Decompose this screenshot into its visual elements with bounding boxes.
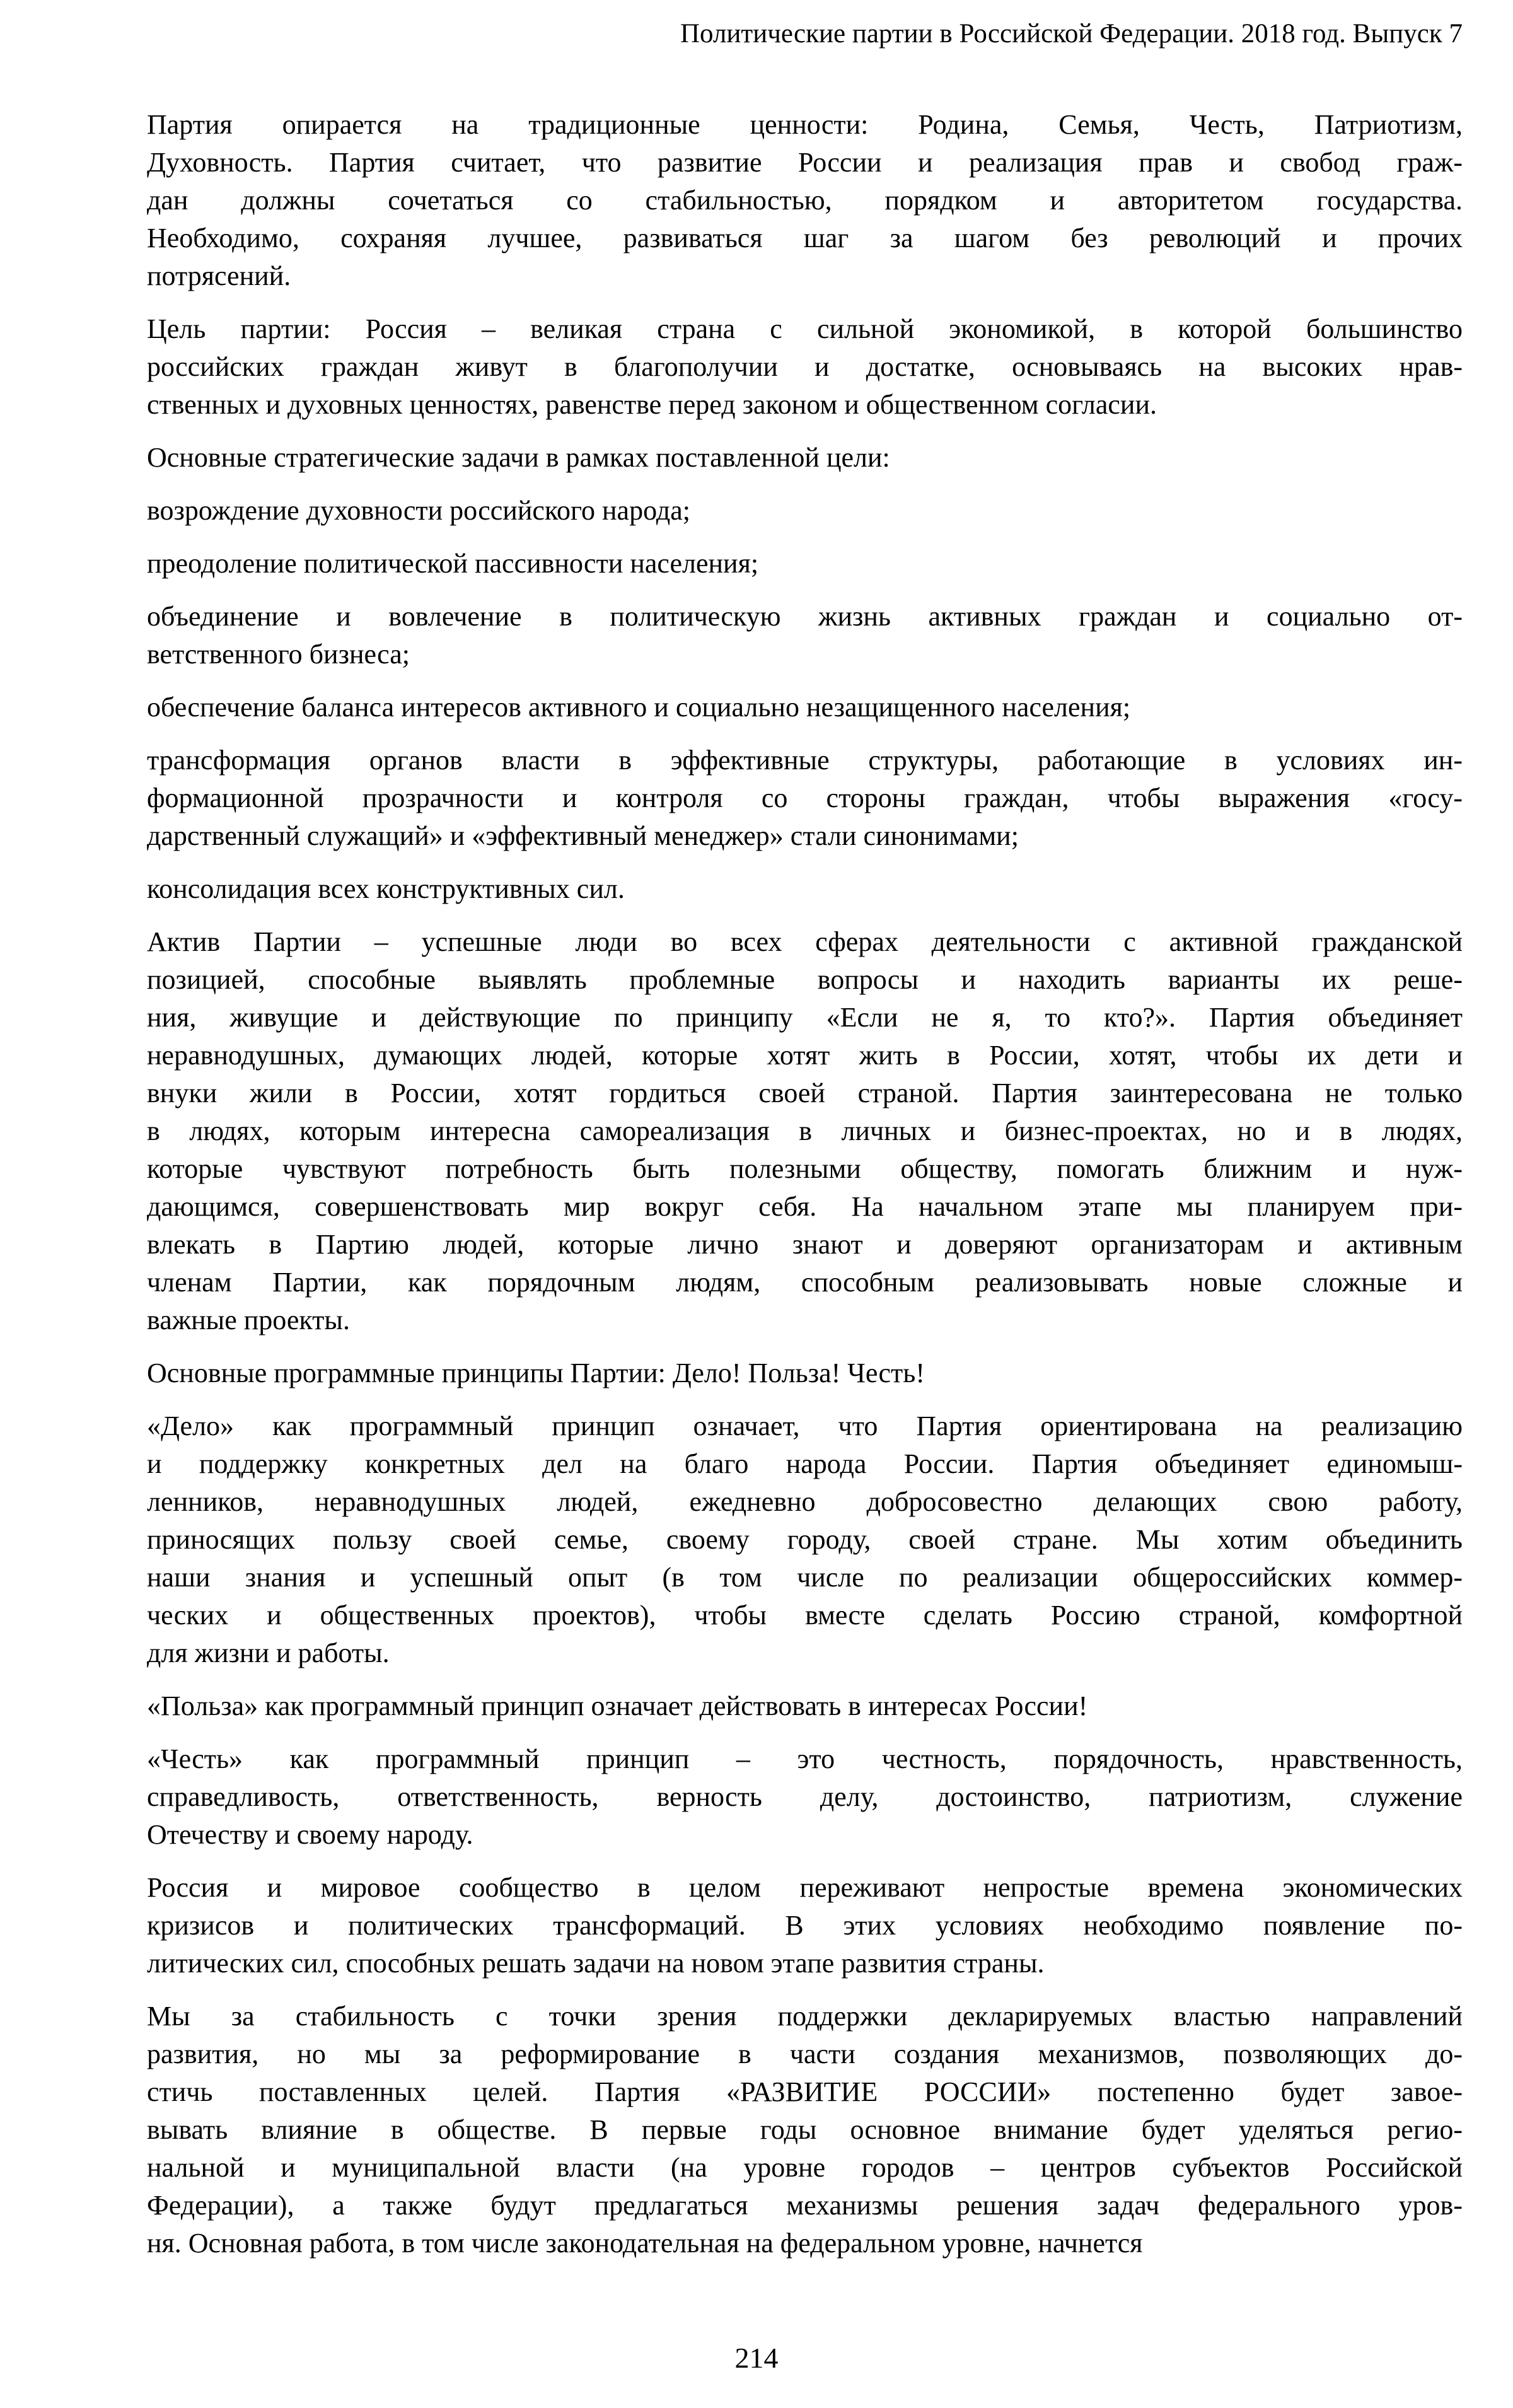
text-line: ческих и общественных проектов), чтобы вместе сделать Россию страной, комфортной	[147, 1600, 1463, 1631]
paragraph	[147, 870, 1463, 908]
paragraph	[147, 1407, 1463, 1672]
text-line: Федерации), а также будут предлагаться механизмы решения задач федерального уров-	[147, 2190, 1463, 2221]
paragraph	[147, 1869, 1463, 1982]
text-line: российских граждан живут в благополучии и достатке, основываясь на высоких нрав-	[147, 351, 1463, 382]
text-line: Отечеству и своему народу.	[147, 1819, 473, 1850]
paragraph	[147, 1687, 1463, 1725]
text-line: ственных и духовных ценностях, равенстве перед законом и общественном согласии.	[147, 389, 1157, 420]
text-line: формационной прозрачности и контроля со стороны граждан, чтобы выражения «госу-	[147, 782, 1463, 813]
text-line: Мы за стабильность с точки зрения поддержки декларируемых властью направлений	[147, 2001, 1463, 2032]
text-line: приносящих пользу своей семье, своему городу, своей стране. Мы хотим объединить	[147, 1524, 1463, 1555]
paragraph	[147, 1740, 1463, 1854]
text-line: стичь поставленных целей. Партия «РАЗВИТИЕ РОССИИ» постепенно будет завое-	[147, 2076, 1463, 2107]
text-line: и поддержку конкретных дел на благо народа России. Партия объединяет единомыш-	[147, 1448, 1463, 1479]
text-line: дан должны сочетаться со стабильностью, порядком и авторитетом государства.	[147, 185, 1463, 216]
text-line: преодоление политической пассивности населения;	[147, 548, 759, 579]
text-line: Необходимо, сохраняя лучшее, развиваться шаг за шагом без революций и прочих	[147, 223, 1463, 253]
text-line: дарственный служащий» и «эффективный менеджер» стали синонимами;	[147, 820, 1019, 851]
text-line: важные проекты.	[147, 1305, 350, 1335]
text-line: нальной и муниципальной власти (на уровне городов – центров субъектов Российской	[147, 2152, 1463, 2183]
paragraph	[147, 742, 1463, 855]
text-line: Актив Партии – успешные люди во всех сферах деятельности с активной гражданской	[147, 926, 1463, 957]
text-line: объединение и вовлечение в политическую жизнь активных граждан и социально от-	[147, 601, 1463, 632]
paragraph	[147, 106, 1463, 295]
text-line: в людях, которым интересна самореализация в личных и бизнес-проектах, но и в людях,	[147, 1115, 1463, 1146]
text-line: вывать влияние в обществе. В первые годы основное внимание будет уделяться регио-	[147, 2114, 1463, 2145]
text-line: неравнодушных, думающих людей, которые хотят жить в России, хотят, чтобы их дети и	[147, 1040, 1463, 1071]
text-line: «Польза» как программный принцип означает действовать в интересах России!	[147, 1690, 1088, 1721]
text-line: для жизни и работы.	[147, 1637, 390, 1668]
text-line: Россия и мировое сообщество в целом переживают непростые времена экономических	[147, 1872, 1463, 1903]
paragraph	[147, 598, 1463, 673]
text-line: ня. Основная работа, в том числе законодательная на федеральном уровне, начнется	[147, 2228, 1143, 2259]
paragraph	[147, 1998, 1463, 2262]
text-line: консолидация всех конструктивных сил.	[147, 873, 625, 904]
paragraph	[147, 1354, 1463, 1392]
paragraph	[147, 689, 1463, 726]
paragraph	[147, 492, 1463, 530]
text-line: развития, но мы за реформирование в части создания механизмов, позволяющих до-	[147, 2039, 1463, 2069]
text-line: дающимся, совершенствовать мир вокруг себя. На начальном этапе мы планируем при-	[147, 1191, 1463, 1222]
text-line: позицией, способные выявлять проблемные вопросы и находить варианты их реше-	[147, 964, 1463, 995]
text-line: «Дело» как программный принцип означает, что Партия ориентирована на реализацию	[147, 1410, 1463, 1441]
text-line: литических сил, способных решать задачи на новом этапе развития страны.	[147, 1948, 1045, 1979]
text-line: Основные программные принципы Партии: Дело! Польза! Честь!	[147, 1358, 925, 1388]
text-line: «Честь» как программный принцип – это честность, порядочность, нравственность,	[147, 1743, 1463, 1774]
text-line: ветственного бизнеса;	[147, 639, 410, 670]
paragraph	[147, 545, 1463, 583]
text-line: трансформация органов власти в эффективные структуры, работающие в условиях ин-	[147, 745, 1463, 776]
text-line: Цель партии: Россия – великая страна с сильной экономикой, в которой большинство	[147, 313, 1463, 344]
text-line: справедливость, ответственность, верность делу, достоинство, патриотизм, служение	[147, 1781, 1463, 1812]
text-line: ния, живущие и действующие по принципу «Если не я, то кто?». Партия объединяет	[147, 1002, 1463, 1033]
text-line: обеспечение баланса интересов активного и социально незащищенного населения;	[147, 692, 1131, 723]
text-line: потрясений.	[147, 260, 291, 291]
running-header: Политические партии в Российской Федерации. 2018 год. Выпуск 7	[680, 19, 1463, 49]
page-number: 214	[734, 2342, 779, 2374]
text-line: Духовность. Партия считает, что развитие России и реализация прав и свобод граж-	[147, 147, 1463, 178]
text-line: ленников, неравнодушных людей, ежедневно добросовестно делающих свою работу,	[147, 1486, 1463, 1517]
text-line: внуки жили в России, хотят гордиться своей страной. Партия заинтересована не только	[147, 1078, 1463, 1108]
paragraph	[147, 439, 1463, 477]
text-line: членам Партии, как порядочным людям, способным реализовывать новые сложные и	[147, 1267, 1463, 1298]
text-line: которые чувствуют потребность быть полезными обществу, помогать ближним и нуж-	[147, 1153, 1463, 1184]
text-line: возрождение духовности российского народа;	[147, 495, 690, 526]
paragraph	[147, 923, 1463, 1339]
paragraph	[147, 310, 1463, 424]
text-line: Партия опирается на традиционные ценности: Родина, Семья, Честь, Патриотизм,	[147, 109, 1463, 140]
text-line: Основные стратегические задачи в рамках поставленной цели:	[147, 442, 890, 473]
text-line: влекать в Партию людей, которые лично знают и доверяют организаторам и активным	[147, 1229, 1463, 1260]
text-line: наши знания и успешный опыт (в том числе по реализации общероссийских коммер-	[147, 1562, 1463, 1593]
page-body	[147, 106, 1463, 2262]
text-line: кризисов и политических трансформаций. В этих условиях необходимо появление по-	[147, 1910, 1463, 1941]
